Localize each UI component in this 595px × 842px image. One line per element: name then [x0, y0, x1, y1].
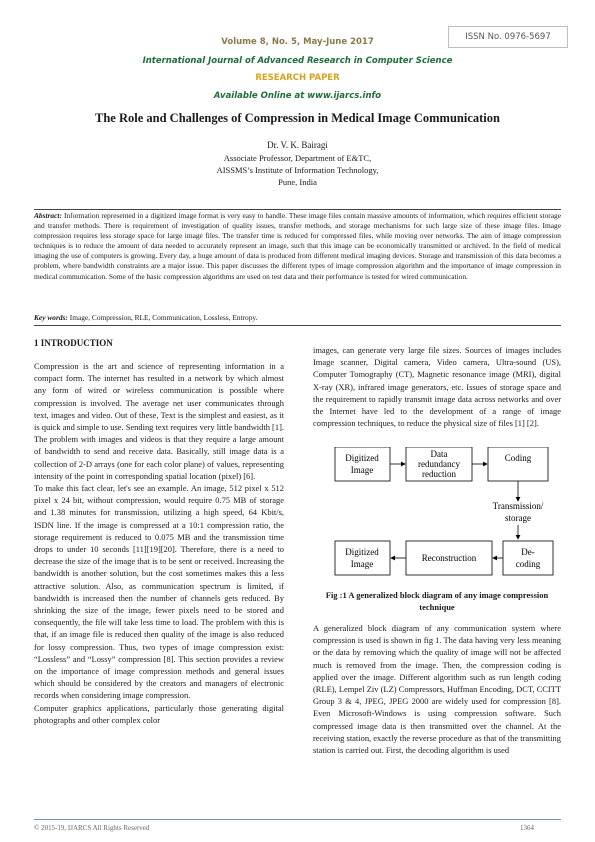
redundancy-reduction-label: reduction: [422, 469, 456, 479]
footer-rule: [34, 819, 561, 820]
digitized-image-out-label: Digitized: [345, 547, 379, 557]
digitized-image-in-label: Image: [350, 465, 374, 475]
decoding-label: De-: [521, 547, 535, 557]
affiliation-line: Associate Professor, Department of E&TC,: [223, 153, 372, 163]
digitized-image-out-label: Image: [350, 559, 374, 569]
paper-title: The Role and Challenges of Compression in Medical Image Communication: [95, 111, 500, 125]
keywords-label: Key words:: [34, 313, 68, 322]
author-affiliation: [0, 153, 595, 188]
journal-volume: Volume 8, No. 5, May-June 2017: [221, 37, 374, 47]
copyright: © 2015-19, IJARCS All Rights Reserved: [34, 824, 150, 832]
right-column-top: [313, 344, 561, 429]
abstract-label: Abstract:: [34, 211, 62, 220]
journal-website: Available Online at www.ijarcs.info: [213, 91, 382, 101]
keywords-text: Image, Compression, RLE, Communication, Lossless, Entropy.: [69, 313, 258, 322]
figure-caption: Fig :1 A generalized block diagram of any image compression technique: [325, 590, 549, 612]
coding-label: Coding: [504, 453, 532, 463]
redundancy-reduction-label: Data: [430, 449, 448, 459]
abstract-text: Information represented in a digitized image format is very easy to handle. These image files contain massive amounts of information, which requires efficient storage and transfer methods. There is requirement of investigation of quality issues, transfer methods, and storage mechanisms for such large size of these image files. Image compression requires less storage space for large image files. The transfer time is reduced for compressed files, while moving over networks. The aim of image compression techniques is to reduce the amount of data needed to accurately represent an image, such that this image can be economically transmitted or archived. In the field of medical imaging the use of computers is growing. Every day, a huge amount of data is produced from different medical imaging devices. Storage and transmission of this data becomes a problem, where bandwidth constraints are a major issue. This paper discusses the different types of image compression algorithm and the importance of image compression in medical communication. Some of the basic compression algorithms are used on test data and their performance is tested for wired communication.: [34, 211, 561, 281]
paragraph: To make this fact clear, let's see an example. An image, 512 pixel x 512 pixel x 24 bit, without compression, would require 0.75 MB of storage and 1.38 minutes for transmission, utilizing a high speed, 64 Kbit/s, ISDN line. If the image is compressed at a 10:1 compression ratio, the storage requirement is reduced to 0.075 MB and the transmission time drops to under 10 seconds [11][19][20]. Therefore, there is a need to decrease the size of the image that is to be sent or received. Increasing the bandwidth is another solution, but the cost sometimes makes this a less attractive solution. Also, as communication spectrum is limited, if bandwidth is increased then the number of channels gets reduced. By shrinking the size of the image, fewer pixels need to be stored and consequently, the file will take less time to load. The problem with this is that, if an image file is reduced then quality of the image is also reduced for lossy compression. Thus, two types of image compression exist: “Lossless” and “Lossy” compression [8]. This section provides a review on the importance of image compression methods and general issues which should be considered by the creators and managers of electronic records when considering image compression.: [34, 483, 284, 701]
page-number: 1364: [520, 824, 534, 832]
left-column: [34, 360, 284, 726]
paragraph: Compression is the art and science of representing information in a compact form. The internet has resulted in a network by which almost any form of wired or wireless communication is possible where compression is involved. The average net user communicates through text, images and video. Out of these, Text is the simplest and easiest, as it is quick and simple to use. Sending text requires very little bandwidth [1]. The problem with images and videos is that they require a large amount of bandwidth to send and receive data. Basically, still image data is a collection of 2-D arrays (one for each color plane) of values, representing intensity of the point in corresponding spatial location (pixel) [6].: [34, 361, 284, 481]
reconstruction-label: Reconstruction: [421, 553, 477, 563]
journal-name: International Journal of Advanced Research in Computer Science: [142, 56, 453, 66]
author-name: Dr. V. K. Bairagi: [267, 140, 328, 150]
issn-label: ISSN No. 0976-5697: [465, 32, 551, 42]
block-diagram: [313, 447, 561, 587]
paragraph: A generalized block diagram of any communication system where compression is used is shown in fig 1. The data having very less meaning or the data by removing which the quality of image will not be affected much is removed from the image. Then, the compression coding is applied over the image. Different algorithm such as run length coding (RLE), Lempel Ziv (LZ) Compressors, Huffman Encoding, DCT, CCITT Group 3 & 4, JPEG, JPEG 2000 are widely used for compression [8]. Even Microsoft-Windows is using compression software. Such compressed image data is then transmitted over the channel. At the receiving station, exactly the reverse procedure as that of the transmitting station is carried out. First, the decoding algorithm is used: [313, 623, 561, 756]
issn-box: [448, 26, 568, 48]
digitized-image-in-label: Digitized: [345, 453, 379, 463]
keywords: [34, 313, 561, 322]
section-heading: 1 INTRODUCTION: [34, 338, 113, 348]
affiliation-line: AISSMS’s Institute of Information Technology,: [216, 164, 379, 175]
affiliation-line: Pune, India: [278, 176, 317, 187]
redundancy-reduction-label: redundancy: [418, 459, 460, 469]
paragraph: Computer graphics applications, particularly those generating digital photographs and other complex color: [34, 702, 284, 725]
right-column-bottom: [313, 622, 561, 756]
abstract: [34, 211, 561, 282]
transmission-label: Transmission/: [492, 501, 544, 511]
paragraph: images, can generate very large file sizes. Sources of images includes Image scanner, Digital camera, Video camera, Ultra-sound (US), Computer Tomography (CT), Magnetic resonance image (MRI), digital X-ray (XR), infrared image generators, etc. Issues of storage space and the requirement to rapidly transmit image data across networks and over the Internet have led to the development of a range of image compression techniques, to reduce the physical size of files [1] [2].: [313, 345, 561, 429]
paper-type: RESEARCH PAPER: [255, 73, 340, 83]
transmission-label: storage: [505, 513, 531, 523]
decoding-label: coding: [515, 559, 541, 569]
